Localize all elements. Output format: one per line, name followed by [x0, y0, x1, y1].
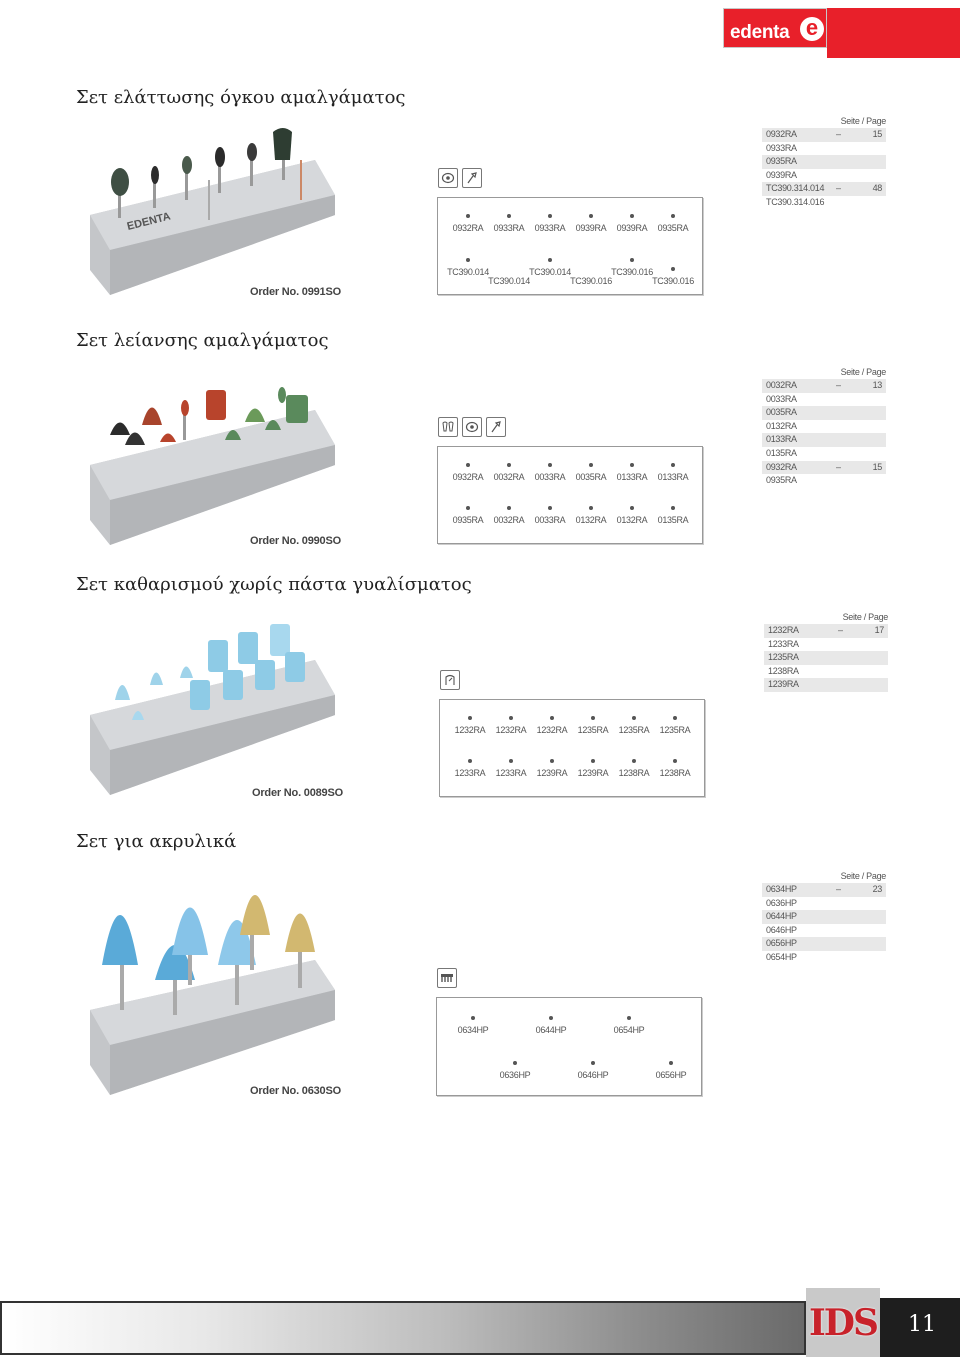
page-row: 0933RA — [766, 142, 797, 153]
grid-slot: 0135RA — [651, 506, 695, 525]
ids-logo — [806, 1288, 880, 1357]
grid-slot: 0933RA — [528, 214, 572, 233]
page-row: 0935RA — [766, 475, 797, 486]
grid-slot: 0033RA — [528, 463, 572, 482]
product-image — [80, 370, 350, 550]
grid-slot: 0654HP — [607, 1016, 651, 1035]
edenta-logo — [723, 8, 960, 58]
grid-slot: 0133RA — [610, 463, 654, 482]
order-number: Order No. 0990SO — [250, 535, 341, 547]
grid-slot: 0939RA — [569, 214, 613, 233]
page-row: 0935RA — [762, 155, 886, 169]
grid-slot: TC390.014 — [488, 276, 530, 286]
grid-slot: 1235RA — [653, 716, 697, 735]
svg-text:EDENTA: EDENTA — [125, 210, 172, 233]
product-image — [80, 120, 350, 300]
page-row: TC390.314.014 – 48 — [762, 182, 886, 196]
grid-slot: 1238RA — [653, 759, 697, 778]
page-row: 0646HP — [766, 924, 797, 935]
tooth-face-icon — [462, 417, 482, 437]
grid-row — [440, 716, 704, 746]
grid-slot: 0935RA — [446, 506, 490, 525]
page-row: TC390.314.016 — [766, 196, 825, 207]
grid-row — [438, 463, 702, 493]
page-row: 0634HP – 23 — [762, 883, 886, 897]
grid-slot: 0133RA — [651, 463, 695, 482]
product-image — [80, 620, 350, 800]
page-row: 1235RA — [764, 651, 888, 665]
grid-slot: 0646HP — [571, 1061, 615, 1080]
grid-slot: 1233RA — [489, 759, 533, 778]
set-layout-grid — [439, 699, 705, 797]
grid-slot: TC390.014 — [528, 258, 572, 277]
grid-slot: 0932RA — [446, 214, 490, 233]
page-row: 0932RA – 15 — [762, 128, 886, 142]
grid-slot: 0033RA — [528, 506, 572, 525]
logo-box — [723, 8, 827, 48]
grid-slot: 0932RA — [446, 463, 490, 482]
grid-slot: 1235RA — [571, 716, 615, 735]
page-table-header: Seite / Page — [842, 612, 888, 622]
grid-slot: 0656HP — [649, 1061, 693, 1080]
grid-row — [440, 759, 704, 789]
product-image — [80, 860, 350, 1100]
grid-slot: 1232RA — [530, 716, 574, 735]
order-number: Order No. 0089SO — [252, 787, 343, 799]
grid-row — [438, 506, 702, 536]
tooth-pair-icon — [438, 417, 458, 437]
section-title: Σετ καθαρισμού χωρίς πάστα γυαλίσματος — [76, 574, 472, 595]
grid-slot: 1235RA — [612, 716, 656, 735]
page-reference-table — [762, 869, 886, 965]
denture-icon — [437, 968, 457, 988]
set-layout-grid — [436, 997, 702, 1096]
page-table-header: Seite / Page — [840, 367, 886, 377]
page-row: 0636HP — [766, 897, 797, 908]
page-row: 0644HP — [762, 910, 886, 924]
set-layout-grid — [437, 197, 703, 295]
page-row: 0132RA — [766, 420, 797, 431]
page-row: 0133RA — [762, 433, 886, 447]
grid-slot: 0032RA — [487, 506, 531, 525]
grid-slot: 1233RA — [448, 759, 492, 778]
logo-text: edenta — [730, 22, 790, 43]
page-row: 0135RA — [766, 447, 797, 458]
grid-slot: 0933RA — [487, 214, 531, 233]
product-image-drawing — [80, 370, 350, 550]
page-row: 1233RA — [768, 638, 799, 649]
page-reference-table — [762, 114, 886, 210]
page-reference-table — [762, 365, 886, 488]
grid-slot: 0035RA — [569, 463, 613, 482]
bur-icon — [486, 417, 506, 437]
page-row: 1238RA — [768, 665, 799, 676]
grid-slot: 0939RA — [610, 214, 654, 233]
grid-slot: 1232RA — [448, 716, 492, 735]
grid-slot: 0935RA — [651, 214, 695, 233]
product-image-drawing — [80, 860, 350, 1100]
order-number: Order No. 0991SO — [250, 286, 341, 298]
grid-slot: 1238RA — [612, 759, 656, 778]
page-footer — [0, 1298, 960, 1357]
bur-icon — [462, 168, 482, 188]
order-number: Order No. 0630SO — [250, 1085, 341, 1097]
page-row: 1239RA — [764, 678, 888, 692]
grid-row — [438, 214, 702, 244]
grid-row — [438, 258, 702, 288]
footer-gradient-bar — [0, 1301, 806, 1355]
logo-red-bar — [827, 8, 960, 58]
grid-slot: TC390.016 — [651, 267, 695, 286]
page-row: 0654HP — [766, 951, 797, 962]
grid-row — [437, 1016, 701, 1046]
grid-slot: 0636HP — [493, 1061, 537, 1080]
tooth-face-icon — [438, 168, 458, 188]
grid-slot: 0132RA — [569, 506, 613, 525]
application-icons — [440, 670, 460, 690]
application-icons — [437, 968, 457, 988]
page-row: 0656HP — [762, 937, 886, 951]
grid-slot: 0634HP — [451, 1016, 495, 1035]
ids-logo-text: IDS — [808, 1301, 878, 1344]
grid-slot: 0032RA — [487, 463, 531, 482]
page-table-header: Seite / Page — [840, 871, 886, 881]
application-icons — [438, 417, 506, 437]
page-number-box — [880, 1298, 960, 1357]
page-row: 0033RA — [766, 393, 797, 404]
application-icons — [438, 168, 482, 188]
set-layout-grid — [437, 446, 703, 544]
grid-slot: TC390.016 — [570, 276, 612, 286]
grid-slot: 1232RA — [489, 716, 533, 735]
cleaning-icon — [440, 670, 460, 690]
grid-slot: 0644HP — [529, 1016, 573, 1035]
page-row: 0032RA – 13 — [762, 379, 886, 393]
page-number: 11 — [908, 1312, 936, 1337]
grid-slot: 1239RA — [530, 759, 574, 778]
grid-slot: 0132RA — [610, 506, 654, 525]
product-image-drawing — [80, 620, 350, 800]
section-title: Σετ ελάττωσης όγκου αμαλγάματος — [76, 87, 406, 108]
page-row: 0035RA — [762, 406, 886, 420]
grid-slot: 1239RA — [571, 759, 615, 778]
page-reference-table — [764, 610, 888, 692]
page-row: 1232RA – 17 — [764, 624, 888, 638]
page-row: 0939RA — [766, 169, 797, 180]
grid-row — [437, 1061, 701, 1091]
grid-slot: TC390.014 — [446, 258, 490, 277]
logo-e-mark: e — [800, 17, 824, 41]
section-title: Σετ λείανσης αμαλγάματος — [76, 330, 329, 351]
grid-slot: TC390.016 — [610, 258, 654, 277]
section-title: Σετ για ακρυλικά — [76, 831, 237, 852]
page-row: 0932RA – 15 — [762, 461, 886, 475]
page-table-header: Seite / Page — [840, 116, 886, 126]
product-image-drawing — [80, 120, 350, 300]
